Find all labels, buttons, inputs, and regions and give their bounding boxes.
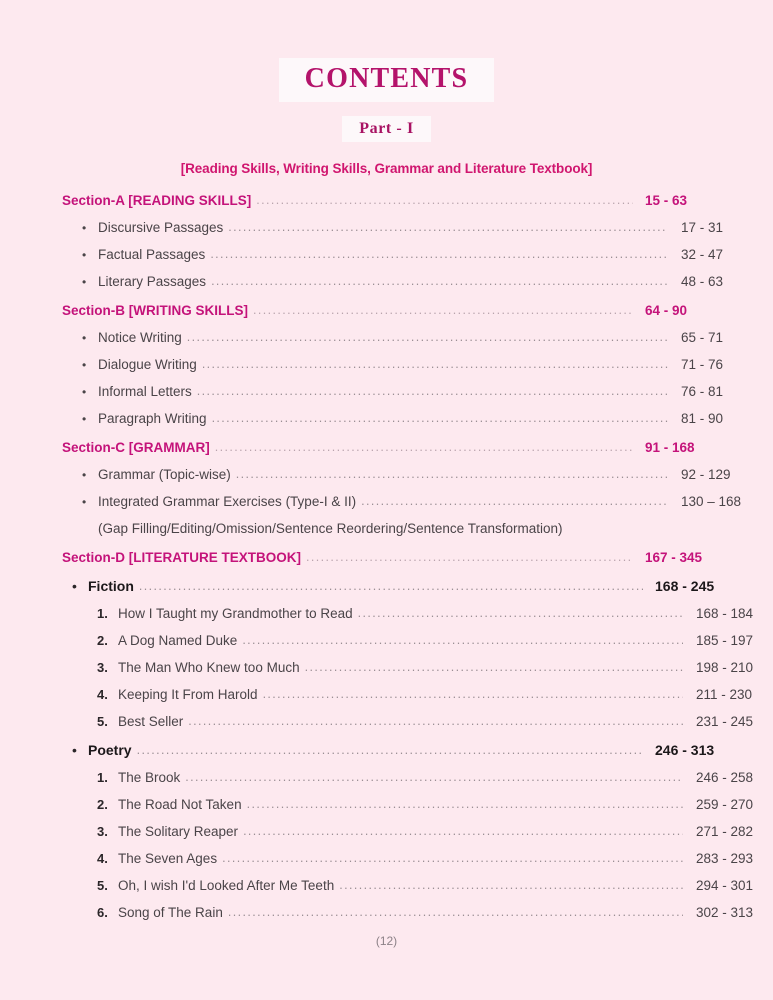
leader-dots: [139, 579, 643, 593]
bullet-icon: •: [82, 275, 87, 290]
chapter-number: 5.: [97, 878, 108, 894]
genre-heading-row[interactable]: [66, 742, 741, 758]
leader-dots: [263, 687, 683, 701]
leader-dots: [211, 274, 668, 288]
toc-item-label: Discursive Passages: [98, 220, 224, 236]
genre-label: Fiction: [88, 578, 134, 595]
bullet-icon: •: [82, 468, 87, 483]
toc-item-row[interactable]: [66, 247, 773, 262]
leader-dots: [253, 303, 633, 317]
chapter-label: Keeping It From Harold: [118, 687, 258, 703]
chapter-row[interactable]: [66, 606, 773, 621]
toc-item-label: Grammar (Topic-wise): [98, 467, 231, 483]
bullet-icon: •: [72, 742, 77, 759]
chapter-row[interactable]: [66, 660, 773, 675]
toc-item-row[interactable]: [66, 467, 773, 482]
section-page-range: 15 - 63: [645, 193, 688, 209]
chapter-page-range: 271 - 282: [696, 824, 754, 840]
leader-dots: [305, 660, 683, 674]
chapter-row[interactable]: [66, 797, 773, 812]
chapter-page-range: 185 - 197: [696, 633, 754, 649]
toc-item-label: Paragraph Writing: [98, 411, 207, 427]
bullet-icon: •: [82, 331, 87, 346]
toc-item-page-range: 130 – 168: [681, 494, 742, 510]
toc-item-row[interactable]: [66, 357, 773, 372]
chapter-page-range: 246 - 258: [696, 770, 754, 786]
section-heading-label: Section-B [WRITING SKILLS]: [62, 303, 248, 319]
leader-dots: [137, 743, 643, 757]
chapter-label: How I Taught my Grandmother to Read: [118, 606, 353, 622]
chapter-page-range: 211 - 230: [696, 687, 753, 703]
section-heading-label: Section-D [LITERATURE TEXTBOOK]: [62, 550, 301, 566]
toc-item-row[interactable]: [66, 220, 773, 235]
toc-item-page-range: 32 - 47: [681, 247, 724, 263]
leader-dots: [242, 633, 683, 647]
chapter-row[interactable]: [66, 824, 773, 839]
leader-dots: [339, 878, 683, 892]
leader-dots: [358, 606, 683, 620]
chapter-label: The Man Who Knew too Much: [118, 660, 300, 676]
toc-item-page-range: 48 - 63: [681, 274, 724, 290]
section-page-range: 64 - 90: [645, 303, 688, 319]
chapter-label: The Brook: [118, 770, 181, 786]
chapter-number: 4.: [97, 851, 108, 867]
bullet-icon: •: [82, 358, 87, 373]
leader-dots: [256, 193, 633, 207]
section-heading-label: Section-A [READING SKILLS]: [62, 193, 252, 209]
chapter-number: 2.: [97, 633, 108, 649]
toc-item-page-range: 81 - 90: [681, 411, 724, 427]
leader-dots: [188, 714, 683, 728]
toc-item-label: Literary Passages: [98, 274, 207, 290]
chapter-label: Best Seller: [118, 714, 184, 730]
leader-dots: [247, 797, 683, 811]
chapter-number: 1.: [97, 770, 108, 786]
leader-dots: [212, 411, 668, 425]
chapter-label: Oh, I wish I'd Looked After Me Teeth: [118, 878, 335, 894]
leader-dots: [202, 357, 668, 371]
genre-page-range: 246 - 313: [655, 742, 715, 759]
genre-page-range: 168 - 245: [655, 578, 715, 595]
bullet-icon: •: [82, 385, 87, 400]
bullet-icon: •: [82, 221, 87, 236]
leader-dots: [210, 247, 668, 261]
section-page-range: 91 - 168: [645, 440, 695, 456]
section-page-range: 167 - 345: [645, 550, 703, 566]
bullet-icon: •: [72, 578, 77, 595]
leader-dots: [236, 467, 668, 481]
toc-item-page-range: 71 - 76: [681, 357, 724, 373]
chapter-page-range: 283 - 293: [696, 851, 754, 867]
page-title: CONTENTS: [279, 58, 495, 102]
toc-item-row[interactable]: [66, 494, 773, 509]
toc-item-label: Dialogue Writing: [98, 357, 197, 373]
leader-dots: [197, 384, 668, 398]
page-folio: (12): [375, 934, 398, 948]
part-area: [0, 116, 773, 143]
chapter-row[interactable]: [66, 770, 773, 785]
chapter-row[interactable]: [66, 878, 773, 893]
chapter-number: 1.: [97, 606, 108, 622]
toc-item-row[interactable]: [66, 274, 773, 289]
toc-item-page-range: 92 - 129: [681, 467, 731, 483]
section-heading-row[interactable]: [62, 550, 731, 565]
title-area: [0, 0, 773, 102]
toc-item-page-range: 17 - 31: [681, 220, 724, 236]
genre-label: Poetry: [88, 742, 132, 759]
section-heading-label: Section-C [GRAMMAR]: [62, 440, 210, 456]
leader-dots: [187, 330, 668, 344]
chapter-number: 3.: [97, 660, 108, 676]
chapter-row[interactable]: [66, 851, 773, 866]
toc-item-page-range: 65 - 71: [681, 330, 724, 346]
chapter-row[interactable]: [66, 905, 773, 920]
section-heading-row[interactable]: [62, 193, 731, 208]
bullet-icon: •: [82, 412, 87, 427]
leader-dots: [243, 824, 683, 838]
bullet-icon: •: [82, 495, 87, 510]
chapter-row[interactable]: [66, 687, 773, 702]
chapter-label: The Solitary Reaper: [118, 824, 239, 840]
leader-dots: [185, 770, 683, 784]
toc-item-row[interactable]: [66, 411, 773, 426]
genre-heading-row[interactable]: [66, 578, 741, 594]
part-label: Part - I: [342, 116, 431, 143]
chapter-page-range: 168 - 184: [696, 606, 754, 622]
chapter-number: 5.: [97, 714, 108, 730]
chapter-page-range: 259 - 270: [696, 797, 754, 813]
chapter-number: 2.: [97, 797, 108, 813]
subtitle: [Reading Skills, Writing Skills, Grammar and Literature Textbook]: [180, 161, 593, 177]
chapter-row[interactable]: [66, 714, 773, 729]
leader-dots: [306, 550, 633, 564]
leader-dots: [222, 851, 683, 865]
chapter-row[interactable]: [66, 633, 773, 648]
bullet-icon: •: [82, 248, 87, 263]
chapter-number: 6.: [97, 905, 108, 921]
leader-dots: [228, 220, 668, 234]
section-note: (Gap Filling/Editing/Omission/Sentence Reordering/Sentence Transformation): [98, 521, 563, 537]
chapter-label: Song of The Rain: [118, 905, 223, 921]
section-heading-row[interactable]: [62, 440, 731, 455]
toc-item-label: Factual Passages: [98, 247, 206, 263]
chapter-page-range: 231 - 245: [696, 714, 754, 730]
toc-item-page-range: 76 - 81: [681, 384, 724, 400]
toc-item-label: Informal Letters: [98, 384, 192, 400]
chapter-number: 3.: [97, 824, 108, 840]
chapter-page-range: 198 - 210: [696, 660, 754, 676]
leader-dots: [361, 494, 668, 508]
toc-item-row[interactable]: [66, 384, 773, 399]
leader-dots: [215, 440, 633, 454]
toc-item-label: Notice Writing: [98, 330, 182, 346]
chapter-label: The Seven Ages: [118, 851, 218, 867]
toc-list: [0, 193, 773, 920]
leader-dots: [228, 905, 683, 919]
chapter-page-range: 294 - 301: [696, 878, 754, 894]
chapter-page-range: 302 - 313: [696, 905, 754, 921]
toc-item-label: Integrated Grammar Exercises (Type-I & II): [98, 494, 357, 510]
section-heading-row[interactable]: [62, 303, 731, 318]
chapter-label: A Dog Named Duke: [118, 633, 238, 649]
chapter-number: 4.: [97, 687, 108, 703]
toc-item-row[interactable]: [66, 330, 773, 345]
chapter-label: The Road Not Taken: [118, 797, 242, 813]
